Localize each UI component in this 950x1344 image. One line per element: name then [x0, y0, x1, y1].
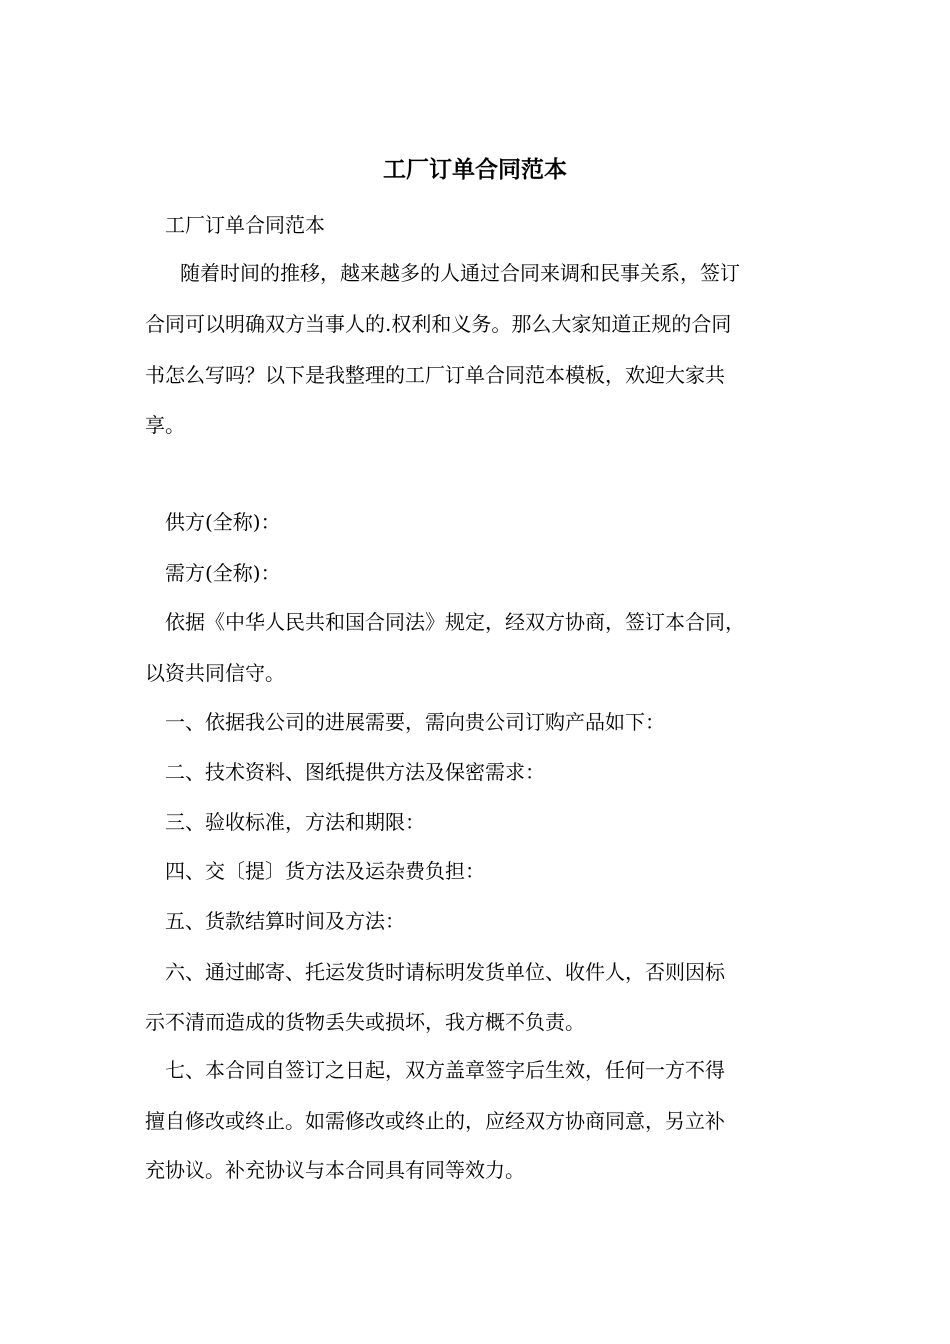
document-title: 工厂订单合同范本 [383, 156, 567, 183]
intro-line-1: 随着时间的推移，越来越多的人通过合同来调和民事关系，签订 [180, 261, 740, 285]
clause-5: 五、货款结算时间及方法： [165, 909, 405, 933]
clause-7-line-1: 七、本合同自签订之日起，双方盖章签字后生效，任何一方不得 [165, 1058, 725, 1082]
clause-6-line-2: 示不清而造成的货物丢失或损坏，我方概不负责。 [145, 1010, 585, 1034]
clause-3: 三、验收标准，方法和期限： [165, 810, 425, 834]
clause-7-line-2: 擅自修改或终止。如需修改或终止的，应经双方协商同意，另立补 [145, 1109, 725, 1133]
clause-7-line-3: 充协议。补充协议与本合同具有同等效力。 [145, 1158, 525, 1182]
intro-line-3: 书怎么写吗？以下是我整理的工厂订单合同范本模板，欢迎大家共 [145, 363, 725, 387]
clause-2: 二、技术资料、图纸提供方法及保密需求： [165, 760, 545, 784]
supplier-label: 供方(全称)： [165, 510, 281, 534]
intro-line-4: 享。 [145, 413, 185, 437]
clause-4: 四、交〔提〕货方法及运杂费负担： [165, 859, 485, 883]
basis-line-1: 依据《中华人民共和国合同法》规定，经双方协商，签订本合同， [165, 610, 745, 634]
clause-1: 一、依据我公司的进展需要，需向贵公司订购产品如下： [165, 710, 665, 734]
basis-line-2: 以资共同信守。 [145, 661, 285, 685]
clause-6-line-1: 六、通过邮寄、托运发货时请标明发货单位、收件人，否则因标 [165, 960, 725, 984]
buyer-label: 需方(全称)： [165, 561, 281, 585]
intro-line-2: 合同可以明确双方当事人的.权利和义务。那么大家知道正规的合同 [145, 312, 732, 336]
document-subtitle: 工厂订单合同范本 [165, 213, 325, 237]
